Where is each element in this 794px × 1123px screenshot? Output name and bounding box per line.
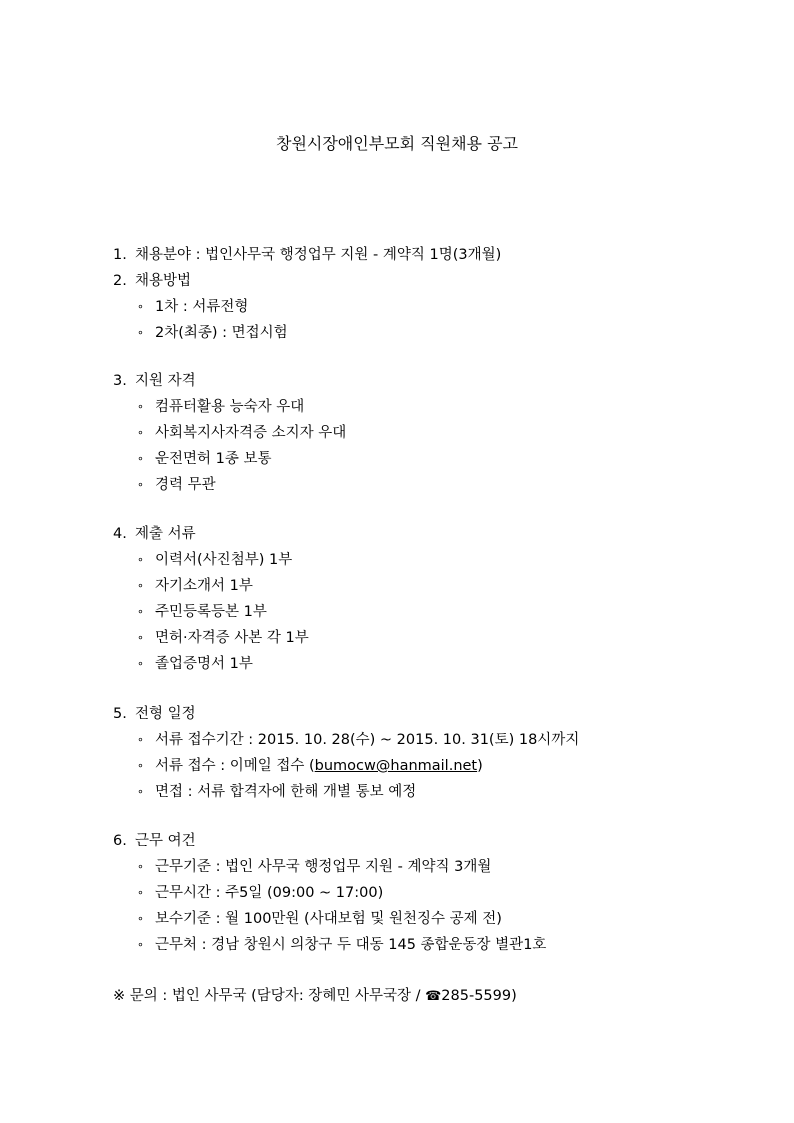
list-item: ∘ 컴퓨터활용 능숙자 우대	[0, 394, 794, 420]
section-4	[0, 521, 794, 677]
bullet-icon: ∘	[137, 326, 144, 339]
section-heading: 3. 지원 자격	[113, 373, 196, 389]
list-item: ∘ 운전면허 1종 보통	[0, 446, 794, 472]
page-title: 창원시장애인부모회 직원채용 공고	[275, 134, 518, 153]
bullet-icon: ∘	[137, 605, 144, 618]
contact-text: 문의 : 법인 사무국 (담당자: 장혜민 사무국장 /	[129, 988, 426, 1004]
section-2	[0, 268, 794, 346]
list-item: ∘ 근무시간 : 주5일 (09:00 ~ 17:00)	[0, 880, 794, 906]
list-item: ∘ 면접 : 서류 합격자에 한해 개별 통보 예정	[0, 779, 794, 805]
section-3	[0, 368, 794, 498]
phone-icon: ☎	[425, 989, 442, 1004]
list-item: ∘ 자기소개서 1부	[0, 573, 794, 599]
list-item: ∘ 2차(최종) : 면접시험	[0, 320, 794, 346]
bullet-icon: ∘	[137, 300, 144, 313]
bullet-icon: ∘	[137, 452, 144, 465]
section-heading: 4. 제출 서류	[113, 526, 196, 542]
list-item: ∘ 서류 접수 : 이메일 접수 (bumocw@hanmail.net)	[0, 753, 794, 779]
bullet-icon: ∘	[137, 912, 144, 925]
bullet-icon: ∘	[137, 657, 144, 670]
bullet-icon: ∘	[137, 553, 144, 566]
bullet-icon: ∘	[137, 759, 144, 772]
list-item: ∘ 사회복지사자격증 소지자 우대	[0, 420, 794, 446]
bullet-icon: ∘	[137, 938, 144, 951]
bullet-icon: ∘	[137, 426, 144, 439]
bullet-icon: ∘	[137, 478, 144, 491]
list-item: ∘ 근무기준 : 법인 사무국 행정업무 지원 - 계약직 3개월	[0, 854, 794, 880]
reference-mark: ※	[113, 988, 126, 1004]
contact-info: ※ 문의 : 법인 사무국 (담당자: 장혜민 사무국장 / ☎285-5599)	[113, 983, 517, 1010]
section-5	[0, 701, 794, 805]
list-item: ∘ 면허·자격증 사본 각 1부	[0, 625, 794, 651]
list-item: ∘ 서류 접수기간 : 2015. 10. 28(수) ~ 2015. 10. 31(토) 18시까지	[0, 727, 794, 753]
email-link[interactable]: bumocw@hanmail.net	[314, 758, 478, 774]
list-item: ∘ 1차 : 서류전형	[0, 294, 794, 320]
section-heading: 6. 근무 여건	[113, 833, 196, 849]
list-item: ∘ 근무처 : 경남 창원시 의창구 두 대동 145 종합운동장 별관1호	[0, 932, 794, 958]
bullet-icon: ∘	[137, 785, 144, 798]
section-6	[0, 828, 794, 958]
list-item: ∘ 주민등록등본 1부	[0, 599, 794, 625]
section-heading: 1. 채용분야 : 법인사무국 행정업무 지원 - 계약직 1명(3개월)	[113, 247, 502, 263]
list-item: ∘ 보수기준 : 월 100만원 (사대보험 및 원천징수 공제 전)	[0, 906, 794, 932]
bullet-icon: ∘	[137, 733, 144, 746]
bullet-icon: ∘	[137, 400, 144, 413]
bullet-icon: ∘	[137, 631, 144, 644]
list-item: ∘ 경력 무관	[0, 472, 794, 498]
section-heading: 5. 전형 일정	[113, 706, 196, 722]
list-item: ∘ 이력서(사진첨부) 1부	[0, 547, 794, 573]
bullet-icon: ∘	[137, 860, 144, 873]
bullet-icon: ∘	[137, 886, 144, 899]
section-1	[0, 242, 794, 268]
bullet-icon: ∘	[137, 579, 144, 592]
section-heading: 2. 채용방법	[113, 273, 192, 289]
phone-number: 285-5599	[441, 988, 512, 1004]
list-item: ∘ 졸업증명서 1부	[0, 651, 794, 677]
